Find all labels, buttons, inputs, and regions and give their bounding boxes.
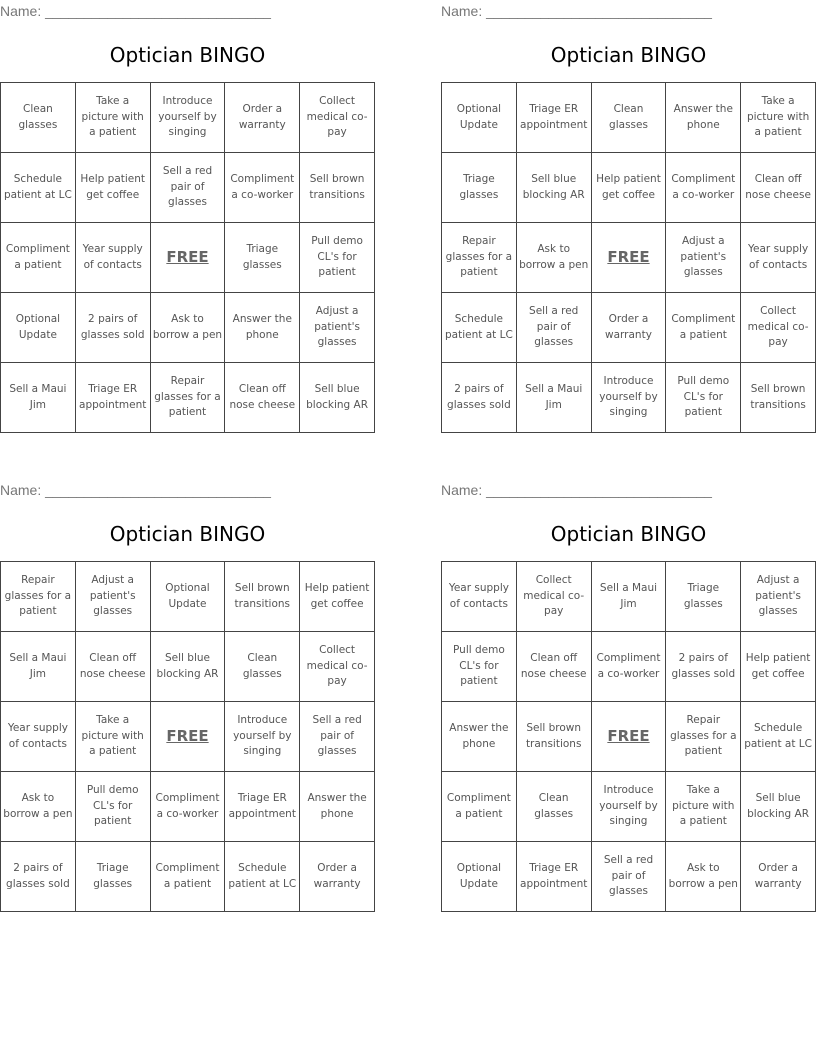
bingo-cell: Adjust a patient's glasses [741, 562, 816, 632]
bingo-cell: Compliment a co-worker [666, 153, 741, 223]
bingo-cell: Pull demo CL's for patient [666, 363, 741, 433]
bingo-grid [441, 561, 816, 912]
bingo-cell: Sell a red pair of glasses [517, 293, 592, 363]
bingo-cell: Triage glasses [442, 153, 517, 223]
bingo-cell: Triage ER appointment [517, 83, 592, 153]
bingo-cell: Triage glasses [76, 842, 151, 912]
bingo-cell: Help patient get coffee [741, 632, 816, 702]
bingo-cell: 2 pairs of glasses sold [666, 632, 741, 702]
bingo-cell: Help patient get coffee [592, 153, 667, 223]
bingo-cell: Pull demo CL's for patient [76, 772, 151, 842]
bingo-grid [0, 561, 375, 912]
bingo-cell: Introduce yourself by singing [151, 83, 226, 153]
bingo-cell: Ask to borrow a pen [666, 842, 741, 912]
bingo-cell: 2 pairs of glasses sold [442, 363, 517, 433]
bingo-grid [0, 82, 375, 433]
bingo-cell: 2 pairs of glasses sold [76, 293, 151, 363]
bingo-cell: Collect medical co-pay [741, 293, 816, 363]
bingo-cell: Pull demo CL's for patient [300, 223, 375, 293]
bingo-cell: Order a warranty [741, 842, 816, 912]
bingo-cell: Compliment a patient [1, 223, 76, 293]
bingo-cell: Year supply of contacts [741, 223, 816, 293]
bingo-cell: Clean off nose cheese [225, 363, 300, 433]
bingo-cell: Sell a red pair of glasses [300, 702, 375, 772]
bingo-cell: Compliment a patient [442, 772, 517, 842]
bingo-cell: Answer the phone [666, 83, 741, 153]
name-line: Name: _____________________________ [0, 3, 271, 19]
bingo-cell: Collect medical co-pay [300, 632, 375, 702]
bingo-cell: Ask to borrow a pen [517, 223, 592, 293]
bingo-cell: Triage glasses [666, 562, 741, 632]
bingo-cell: Sell brown transitions [300, 153, 375, 223]
bingo-cell: Take a picture with a patient [76, 702, 151, 772]
bingo-grid [441, 82, 816, 433]
name-line: Name: _____________________________ [441, 3, 712, 19]
bingo-cell: Sell a red pair of glasses [151, 153, 226, 223]
free-space-cell: FREE [592, 702, 667, 772]
bingo-cell: Schedule patient at LC [225, 842, 300, 912]
bingo-cell: Sell a Maui Jim [592, 562, 667, 632]
bingo-cell: Clean off nose cheese [76, 632, 151, 702]
bingo-cell: Help patient get coffee [300, 562, 375, 632]
bingo-cell: Order a warranty [592, 293, 667, 363]
bingo-cell: Take a picture with a patient [741, 83, 816, 153]
bingo-cell: Repair glasses for a patient [666, 702, 741, 772]
bingo-cell: Compliment a patient [666, 293, 741, 363]
bingo-cell: Triage glasses [225, 223, 300, 293]
bingo-cell: Order a warranty [225, 83, 300, 153]
bingo-card-3 [0, 479, 375, 910]
bingo-cell: Sell brown transitions [225, 562, 300, 632]
bingo-cell: Sell a Maui Jim [1, 632, 76, 702]
card-title: Optician BINGO [109, 522, 266, 546]
bingo-cell: Answer the phone [225, 293, 300, 363]
bingo-cell: Order a warranty [300, 842, 375, 912]
card-title: Optician BINGO [550, 522, 707, 546]
name-line: Name: _____________________________ [441, 482, 712, 498]
bingo-cell: Compliment a co-worker [592, 632, 667, 702]
free-space-cell: FREE [151, 702, 226, 772]
bingo-cell: Compliment a co-worker [225, 153, 300, 223]
bingo-cell: Take a picture with a patient [76, 83, 151, 153]
bingo-cell: Compliment a patient [151, 842, 226, 912]
bingo-cell: Triage ER appointment [517, 842, 592, 912]
bingo-card-2 [441, 0, 816, 431]
bingo-cell: Year supply of contacts [76, 223, 151, 293]
bingo-cell: Clean glasses [1, 83, 76, 153]
bingo-card-1 [0, 0, 375, 431]
bingo-cell: Schedule patient at LC [741, 702, 816, 772]
bingo-cell: Collect medical co-pay [300, 83, 375, 153]
free-space-cell: FREE [592, 223, 667, 293]
bingo-cell: Pull demo CL's for patient [442, 632, 517, 702]
bingo-cell: Adjust a patient's glasses [76, 562, 151, 632]
bingo-cell: Repair glasses for a patient [442, 223, 517, 293]
bingo-cell: Optional Update [442, 842, 517, 912]
bingo-cell: Adjust a patient's glasses [300, 293, 375, 363]
bingo-cell: Sell blue blocking AR [517, 153, 592, 223]
bingo-cell: Sell a Maui Jim [517, 363, 592, 433]
name-line: Name: _____________________________ [0, 482, 271, 498]
bingo-cell: Year supply of contacts [1, 702, 76, 772]
bingo-cell: Optional Update [151, 562, 226, 632]
bingo-cell: Compliment a co-worker [151, 772, 226, 842]
card-title: Optician BINGO [550, 43, 707, 67]
bingo-cell: Clean off nose cheese [741, 153, 816, 223]
bingo-cell: 2 pairs of glasses sold [1, 842, 76, 912]
bingo-cell: Clean glasses [225, 632, 300, 702]
bingo-cell: Sell a Maui Jim [1, 363, 76, 433]
bingo-cell: Sell brown transitions [517, 702, 592, 772]
bingo-cell: Introduce yourself by singing [592, 363, 667, 433]
bingo-cell: Clean glasses [517, 772, 592, 842]
card-title: Optician BINGO [109, 43, 266, 67]
bingo-cell: Help patient get coffee [76, 153, 151, 223]
bingo-cell: Take a picture with a patient [666, 772, 741, 842]
bingo-cell: Schedule patient at LC [442, 293, 517, 363]
bingo-cell: Repair glasses for a patient [1, 562, 76, 632]
bingo-cell: Schedule patient at LC [1, 153, 76, 223]
bingo-cell: Answer the phone [300, 772, 375, 842]
bingo-cell: Optional Update [1, 293, 76, 363]
bingo-cell: Sell blue blocking AR [300, 363, 375, 433]
bingo-cell: Triage ER appointment [76, 363, 151, 433]
bingo-cell: Ask to borrow a pen [1, 772, 76, 842]
bingo-cell: Year supply of contacts [442, 562, 517, 632]
bingo-cell: Sell brown transitions [741, 363, 816, 433]
bingo-cell: Introduce yourself by singing [592, 772, 667, 842]
bingo-cell: Sell blue blocking AR [741, 772, 816, 842]
bingo-cell: Optional Update [442, 83, 517, 153]
bingo-cell: Clean off nose cheese [517, 632, 592, 702]
bingo-cell: Answer the phone [442, 702, 517, 772]
bingo-card-4 [441, 479, 816, 910]
bingo-cell: Adjust a patient's glasses [666, 223, 741, 293]
bingo-cell: Sell blue blocking AR [151, 632, 226, 702]
bingo-cell: Ask to borrow a pen [151, 293, 226, 363]
bingo-cell: Sell a red pair of glasses [592, 842, 667, 912]
bingo-cell: Triage ER appointment [225, 772, 300, 842]
bingo-cell: Collect medical co-pay [517, 562, 592, 632]
bingo-cell: Repair glasses for a patient [151, 363, 226, 433]
bingo-cell: Clean glasses [592, 83, 667, 153]
bingo-cell: Introduce yourself by singing [225, 702, 300, 772]
free-space-cell: FREE [151, 223, 226, 293]
